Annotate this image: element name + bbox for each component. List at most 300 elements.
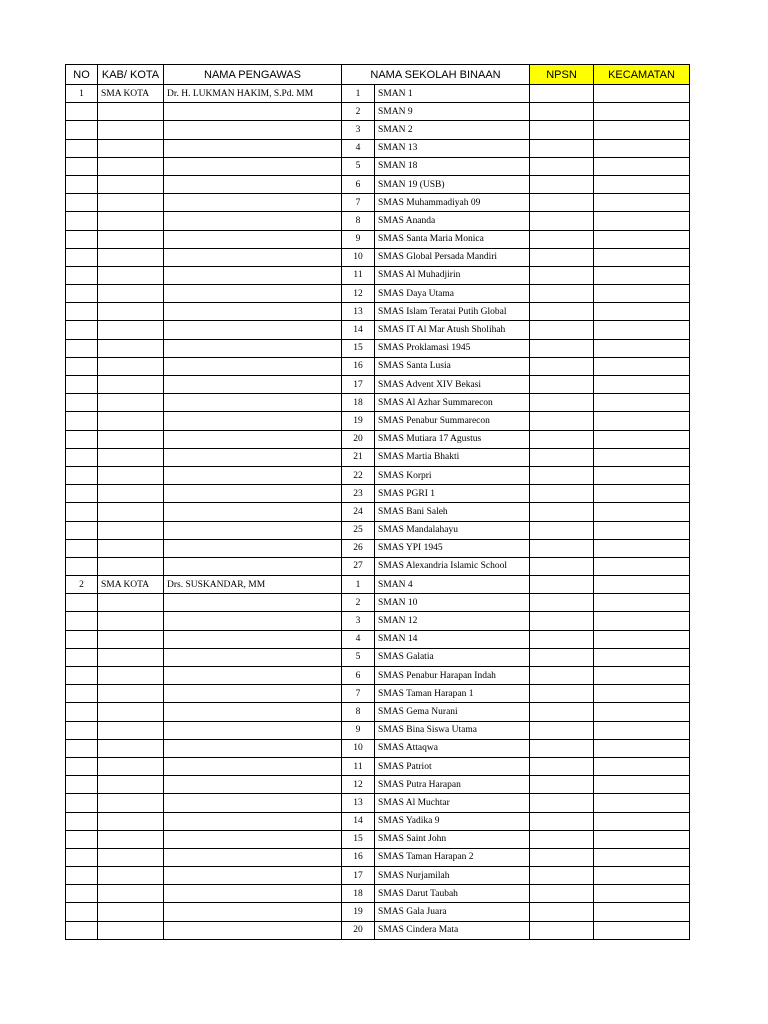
cell-npsn xyxy=(530,85,594,103)
cell-kab-kota xyxy=(98,248,164,266)
cell-school-number: 13 xyxy=(342,794,375,812)
cell-nama-pengawas xyxy=(164,103,342,121)
cell-kab-kota xyxy=(98,394,164,412)
cell-nama-pengawas xyxy=(164,794,342,812)
cell-no xyxy=(66,721,98,739)
table-row xyxy=(66,648,690,666)
cell-no: 2 xyxy=(66,576,98,594)
cell-school-number: 22 xyxy=(342,466,375,484)
table-row xyxy=(66,521,690,539)
table-row xyxy=(66,103,690,121)
cell-school-name: SMAS Advent XIV Bekasi xyxy=(375,376,530,394)
cell-school-name: SMAN 13 xyxy=(375,139,530,157)
cell-school-number: 9 xyxy=(342,721,375,739)
cell-kab-kota xyxy=(98,339,164,357)
cell-school-number: 26 xyxy=(342,539,375,557)
cell-nama-pengawas xyxy=(164,867,342,885)
cell-kecamatan xyxy=(594,85,690,103)
cell-school-name: SMAS Alexandria Islamic School xyxy=(375,557,530,575)
cell-school-number: 19 xyxy=(342,903,375,921)
cell-no xyxy=(66,103,98,121)
cell-npsn xyxy=(530,212,594,230)
cell-npsn xyxy=(530,539,594,557)
cell-no xyxy=(66,285,98,303)
cell-nama-pengawas xyxy=(164,848,342,866)
cell-school-number: 8 xyxy=(342,703,375,721)
cell-nama-pengawas xyxy=(164,266,342,284)
cell-kab-kota xyxy=(98,648,164,666)
cell-kab-kota xyxy=(98,667,164,685)
table-row xyxy=(66,903,690,921)
header-nama-pengawas: NAMA PENGAWAS xyxy=(164,65,342,85)
table-row xyxy=(66,885,690,903)
cell-school-name: SMAN 9 xyxy=(375,103,530,121)
cell-school-name: SMAS PGRI 1 xyxy=(375,485,530,503)
cell-no xyxy=(66,339,98,357)
cell-no xyxy=(66,230,98,248)
cell-no: 1 xyxy=(66,85,98,103)
table-row xyxy=(66,121,690,139)
table-row xyxy=(66,357,690,375)
cell-nama-pengawas xyxy=(164,739,342,757)
cell-npsn xyxy=(530,230,594,248)
cell-nama-pengawas xyxy=(164,285,342,303)
cell-npsn xyxy=(530,703,594,721)
cell-school-number: 7 xyxy=(342,194,375,212)
cell-school-name: SMAS Taman Harapan 2 xyxy=(375,848,530,866)
cell-no xyxy=(66,412,98,430)
cell-nama-pengawas xyxy=(164,376,342,394)
cell-npsn xyxy=(530,448,594,466)
cell-kab-kota xyxy=(98,848,164,866)
cell-kecamatan xyxy=(594,230,690,248)
table-row xyxy=(66,339,690,357)
cell-school-number: 23 xyxy=(342,485,375,503)
cell-school-name: SMAS Martia Bhakti xyxy=(375,448,530,466)
cell-no xyxy=(66,357,98,375)
cell-nama-pengawas xyxy=(164,830,342,848)
cell-school-name: SMAN 2 xyxy=(375,121,530,139)
cell-no xyxy=(66,485,98,503)
cell-school-number: 14 xyxy=(342,321,375,339)
cell-school-number: 2 xyxy=(342,594,375,612)
table-row xyxy=(66,503,690,521)
cell-kab-kota xyxy=(98,757,164,775)
cell-no xyxy=(66,448,98,466)
cell-school-name: SMAN 12 xyxy=(375,612,530,630)
table-row xyxy=(66,667,690,685)
cell-no xyxy=(66,521,98,539)
cell-kab-kota xyxy=(98,521,164,539)
cell-school-name: SMAN 10 xyxy=(375,594,530,612)
cell-nama-pengawas xyxy=(164,248,342,266)
cell-kecamatan xyxy=(594,921,690,939)
cell-school-number: 1 xyxy=(342,576,375,594)
cell-npsn xyxy=(530,721,594,739)
cell-npsn xyxy=(530,794,594,812)
cell-school-name: SMAN 18 xyxy=(375,157,530,175)
cell-kab-kota xyxy=(98,830,164,848)
cell-school-number: 6 xyxy=(342,667,375,685)
cell-school-name: SMAS Gema Nurani xyxy=(375,703,530,721)
cell-nama-pengawas xyxy=(164,594,342,612)
cell-school-number: 17 xyxy=(342,867,375,885)
cell-no xyxy=(66,848,98,866)
cell-npsn xyxy=(530,830,594,848)
cell-npsn xyxy=(530,576,594,594)
cell-npsn xyxy=(530,466,594,484)
cell-nama-pengawas xyxy=(164,521,342,539)
cell-school-number: 4 xyxy=(342,139,375,157)
cell-kecamatan xyxy=(594,721,690,739)
cell-npsn xyxy=(530,648,594,666)
cell-nama-pengawas xyxy=(164,121,342,139)
table-row xyxy=(66,485,690,503)
table-row xyxy=(66,175,690,193)
cell-kecamatan xyxy=(594,739,690,757)
cell-kecamatan xyxy=(594,357,690,375)
cell-nama-pengawas xyxy=(164,503,342,521)
cell-school-number: 12 xyxy=(342,285,375,303)
cell-school-name: SMAS Bina Siswa Utama xyxy=(375,721,530,739)
cell-school-name: SMAS Ananda xyxy=(375,212,530,230)
cell-nama-pengawas xyxy=(164,194,342,212)
cell-nama-pengawas xyxy=(164,721,342,739)
cell-school-number: 21 xyxy=(342,448,375,466)
cell-school-name: SMAN 19 (USB) xyxy=(375,175,530,193)
cell-kab-kota: SMA KOTA xyxy=(98,576,164,594)
table-row xyxy=(66,721,690,739)
cell-school-name: SMAS Bani Saleh xyxy=(375,503,530,521)
cell-kab-kota xyxy=(98,794,164,812)
table-row xyxy=(66,230,690,248)
table-row xyxy=(66,812,690,830)
cell-kab-kota xyxy=(98,776,164,794)
cell-school-number: 12 xyxy=(342,776,375,794)
cell-npsn xyxy=(530,412,594,430)
header-row xyxy=(66,65,690,85)
cell-kab-kota xyxy=(98,594,164,612)
cell-no xyxy=(66,266,98,284)
table-row xyxy=(66,794,690,812)
cell-kecamatan xyxy=(594,612,690,630)
cell-school-number: 8 xyxy=(342,212,375,230)
cell-no xyxy=(66,739,98,757)
cell-kab-kota xyxy=(98,885,164,903)
cell-school-name: SMAS Santa Maria Monica xyxy=(375,230,530,248)
cell-no xyxy=(66,321,98,339)
cell-kecamatan xyxy=(594,448,690,466)
cell-npsn xyxy=(530,139,594,157)
cell-school-number: 11 xyxy=(342,266,375,284)
cell-kecamatan xyxy=(594,812,690,830)
cell-school-name: SMAS YPI 1945 xyxy=(375,539,530,557)
cell-school-name: SMAS Santa Lusia xyxy=(375,357,530,375)
cell-school-number: 16 xyxy=(342,357,375,375)
cell-kab-kota xyxy=(98,139,164,157)
cell-school-name: SMAS Al Muchtar xyxy=(375,794,530,812)
cell-school-name: SMAS Proklamasi 1945 xyxy=(375,339,530,357)
cell-npsn xyxy=(530,630,594,648)
cell-kecamatan xyxy=(594,503,690,521)
table-row xyxy=(66,85,690,103)
cell-kecamatan xyxy=(594,157,690,175)
cell-school-name: SMAS Mandalahayu xyxy=(375,521,530,539)
cell-kecamatan xyxy=(594,485,690,503)
cell-nama-pengawas xyxy=(164,212,342,230)
table-row xyxy=(66,703,690,721)
cell-school-name: SMAS Attaqwa xyxy=(375,739,530,757)
cell-school-name: SMAS Darut Taubah xyxy=(375,885,530,903)
header-kab-kota: KAB/ KOTA xyxy=(98,65,164,85)
cell-kecamatan xyxy=(594,285,690,303)
school-supervisor-table xyxy=(65,64,690,940)
cell-no xyxy=(66,885,98,903)
cell-school-name: SMAS Penabur Summarecon xyxy=(375,412,530,430)
cell-npsn xyxy=(530,248,594,266)
cell-kecamatan xyxy=(594,266,690,284)
cell-kecamatan xyxy=(594,194,690,212)
cell-npsn xyxy=(530,521,594,539)
cell-school-number: 10 xyxy=(342,248,375,266)
cell-npsn xyxy=(530,194,594,212)
table-row xyxy=(66,739,690,757)
cell-npsn xyxy=(530,739,594,757)
cell-npsn xyxy=(530,685,594,703)
cell-kecamatan xyxy=(594,848,690,866)
cell-kab-kota xyxy=(98,921,164,939)
cell-school-number: 15 xyxy=(342,830,375,848)
cell-npsn xyxy=(530,103,594,121)
header-nama-sekolah-binaan: NAMA SEKOLAH BINAAN xyxy=(342,65,530,85)
cell-kecamatan xyxy=(594,103,690,121)
cell-kecamatan xyxy=(594,430,690,448)
cell-kab-kota xyxy=(98,485,164,503)
cell-nama-pengawas xyxy=(164,667,342,685)
cell-kecamatan xyxy=(594,557,690,575)
cell-no xyxy=(66,630,98,648)
cell-npsn xyxy=(530,376,594,394)
cell-school-name: SMAS Al Muhadjirin xyxy=(375,266,530,284)
cell-nama-pengawas xyxy=(164,539,342,557)
cell-kab-kota xyxy=(98,703,164,721)
cell-school-name: SMAS Muhammadiyah 09 xyxy=(375,194,530,212)
header-no: NO xyxy=(66,65,98,85)
cell-kab-kota xyxy=(98,321,164,339)
cell-npsn xyxy=(530,157,594,175)
cell-school-name: SMAN 4 xyxy=(375,576,530,594)
cell-no xyxy=(66,667,98,685)
cell-no xyxy=(66,648,98,666)
cell-no xyxy=(66,430,98,448)
cell-school-number: 1 xyxy=(342,85,375,103)
cell-npsn xyxy=(530,776,594,794)
cell-school-name: SMAS Islam Teratai Putih Global xyxy=(375,303,530,321)
cell-school-name: SMAN 14 xyxy=(375,630,530,648)
cell-school-number: 25 xyxy=(342,521,375,539)
cell-kab-kota xyxy=(98,357,164,375)
cell-kecamatan xyxy=(594,703,690,721)
cell-no xyxy=(66,157,98,175)
cell-no xyxy=(66,594,98,612)
cell-no xyxy=(66,394,98,412)
cell-kab-kota xyxy=(98,157,164,175)
cell-kab-kota xyxy=(98,557,164,575)
table-row xyxy=(66,394,690,412)
cell-npsn xyxy=(530,921,594,939)
cell-nama-pengawas xyxy=(164,703,342,721)
cell-kecamatan xyxy=(594,303,690,321)
cell-kab-kota xyxy=(98,230,164,248)
cell-kecamatan xyxy=(594,903,690,921)
cell-school-number: 14 xyxy=(342,812,375,830)
cell-school-number: 13 xyxy=(342,303,375,321)
cell-no xyxy=(66,776,98,794)
table-row xyxy=(66,430,690,448)
cell-school-number: 11 xyxy=(342,757,375,775)
table-row xyxy=(66,921,690,939)
cell-kecamatan xyxy=(594,885,690,903)
table-row xyxy=(66,867,690,885)
cell-kecamatan xyxy=(594,539,690,557)
cell-kecamatan xyxy=(594,830,690,848)
cell-kecamatan xyxy=(594,376,690,394)
cell-school-number: 3 xyxy=(342,612,375,630)
cell-no xyxy=(66,121,98,139)
cell-school-number: 5 xyxy=(342,157,375,175)
cell-school-number: 16 xyxy=(342,848,375,866)
cell-npsn xyxy=(530,848,594,866)
cell-kab-kota xyxy=(98,612,164,630)
cell-kab-kota xyxy=(98,685,164,703)
cell-npsn xyxy=(530,303,594,321)
table-row xyxy=(66,539,690,557)
cell-npsn xyxy=(530,175,594,193)
cell-school-name: SMAS Daya Utama xyxy=(375,285,530,303)
cell-kecamatan xyxy=(594,394,690,412)
cell-kecamatan xyxy=(594,576,690,594)
cell-nama-pengawas xyxy=(164,612,342,630)
table-body xyxy=(66,85,690,940)
cell-no xyxy=(66,703,98,721)
cell-kab-kota xyxy=(98,376,164,394)
cell-npsn xyxy=(530,885,594,903)
cell-no xyxy=(66,503,98,521)
table-row xyxy=(66,212,690,230)
cell-kab-kota xyxy=(98,903,164,921)
table-row xyxy=(66,303,690,321)
cell-no xyxy=(66,376,98,394)
cell-kecamatan xyxy=(594,212,690,230)
cell-school-number: 3 xyxy=(342,121,375,139)
cell-kab-kota xyxy=(98,466,164,484)
cell-nama-pengawas xyxy=(164,466,342,484)
cell-npsn xyxy=(530,867,594,885)
cell-kab-kota xyxy=(98,175,164,193)
cell-no xyxy=(66,921,98,939)
cell-no xyxy=(66,212,98,230)
table-row xyxy=(66,157,690,175)
cell-kab-kota xyxy=(98,539,164,557)
cell-school-number: 24 xyxy=(342,503,375,521)
cell-school-name: SMAS Saint John xyxy=(375,830,530,848)
cell-kab-kota: SMA KOTA xyxy=(98,85,164,103)
cell-nama-pengawas: Drs. SUSKANDAR, MM xyxy=(164,576,342,594)
cell-no xyxy=(66,248,98,266)
table-row xyxy=(66,321,690,339)
cell-no xyxy=(66,539,98,557)
cell-kab-kota xyxy=(98,739,164,757)
cell-school-number: 9 xyxy=(342,230,375,248)
cell-school-number: 20 xyxy=(342,921,375,939)
cell-no xyxy=(66,194,98,212)
cell-npsn xyxy=(530,557,594,575)
cell-nama-pengawas xyxy=(164,339,342,357)
header-kecamatan: KECAMATAN xyxy=(594,65,690,85)
cell-school-name: SMAS Yadika 9 xyxy=(375,812,530,830)
cell-school-name: SMAS Putra Harapan xyxy=(375,776,530,794)
cell-npsn xyxy=(530,594,594,612)
cell-kecamatan xyxy=(594,466,690,484)
cell-kecamatan xyxy=(594,794,690,812)
cell-no xyxy=(66,812,98,830)
header-npsn: NPSN xyxy=(530,65,594,85)
cell-npsn xyxy=(530,321,594,339)
cell-kecamatan xyxy=(594,776,690,794)
cell-school-name: SMAS Patriot xyxy=(375,757,530,775)
cell-no xyxy=(66,612,98,630)
cell-kab-kota xyxy=(98,412,164,430)
cell-nama-pengawas xyxy=(164,157,342,175)
cell-kecamatan xyxy=(594,139,690,157)
cell-school-name: SMAS Galatia xyxy=(375,648,530,666)
cell-kab-kota xyxy=(98,194,164,212)
cell-school-name: SMAS Penabur Harapan Indah xyxy=(375,667,530,685)
cell-no xyxy=(66,303,98,321)
table-row xyxy=(66,376,690,394)
cell-kab-kota xyxy=(98,212,164,230)
cell-npsn xyxy=(530,285,594,303)
table-row xyxy=(66,776,690,794)
cell-school-name: SMAS IT Al Mar Atush Sholihah xyxy=(375,321,530,339)
table-row xyxy=(66,139,690,157)
cell-no xyxy=(66,175,98,193)
cell-school-number: 4 xyxy=(342,630,375,648)
cell-kecamatan xyxy=(594,248,690,266)
cell-kab-kota xyxy=(98,448,164,466)
cell-school-number: 7 xyxy=(342,685,375,703)
cell-npsn xyxy=(530,430,594,448)
table-row xyxy=(66,448,690,466)
table-row xyxy=(66,848,690,866)
cell-kecamatan xyxy=(594,685,690,703)
cell-npsn xyxy=(530,757,594,775)
cell-npsn xyxy=(530,339,594,357)
cell-nama-pengawas xyxy=(164,485,342,503)
cell-npsn xyxy=(530,485,594,503)
cell-school-name: SMAN 1 xyxy=(375,85,530,103)
table-row xyxy=(66,612,690,630)
table-row xyxy=(66,412,690,430)
cell-nama-pengawas xyxy=(164,430,342,448)
cell-kecamatan xyxy=(594,321,690,339)
cell-kab-kota xyxy=(98,103,164,121)
cell-kab-kota xyxy=(98,721,164,739)
cell-no xyxy=(66,466,98,484)
cell-kecamatan xyxy=(594,667,690,685)
table-row xyxy=(66,594,690,612)
cell-school-number: 19 xyxy=(342,412,375,430)
